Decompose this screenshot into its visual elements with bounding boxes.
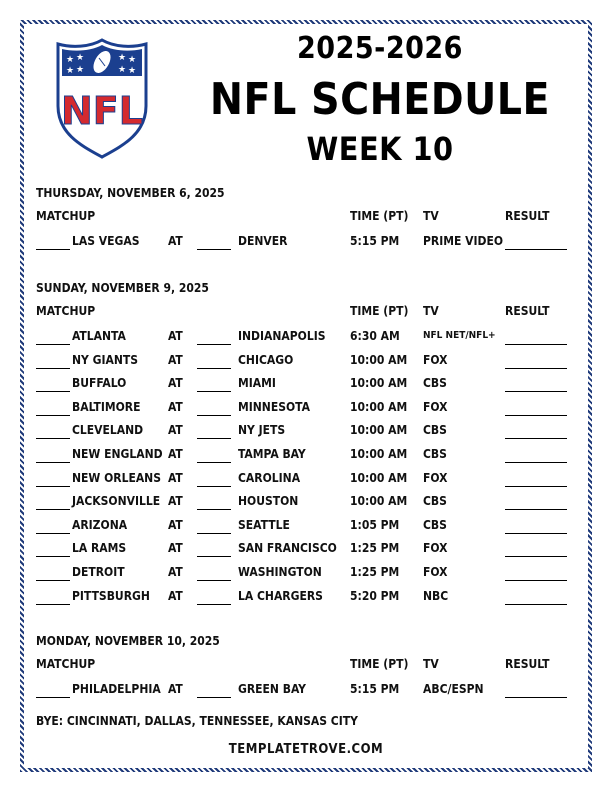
away-team: CLEVELAND — [72, 423, 144, 438]
home-score-line — [197, 249, 231, 250]
at-label: AT — [168, 541, 183, 556]
result-line — [505, 368, 567, 369]
game-time: 1:05 PM — [350, 517, 400, 532]
away-team: DETROIT — [72, 565, 125, 579]
at-label: AT — [168, 517, 183, 532]
game-row — [0, 423, 612, 447]
game-row — [0, 565, 612, 589]
result-line — [505, 391, 567, 392]
tv-network: NBC — [423, 588, 449, 603]
away-team: BUFFALO — [72, 376, 127, 391]
at-label: AT — [168, 565, 183, 579]
home-team: INDIANAPOLIS — [238, 329, 326, 343]
game-row — [0, 234, 612, 258]
home-team: DENVER — [238, 234, 288, 248]
away-score-line — [36, 415, 70, 416]
home-score-line — [197, 580, 231, 581]
at-label: AT — [168, 682, 183, 696]
away-team: BALTIMORE — [72, 399, 141, 414]
game-time: 5:15 PM — [350, 682, 400, 696]
tv-network: PRIME VIDEO — [423, 234, 504, 248]
svg-text:★: ★ — [128, 66, 137, 76]
home-team: SEATTLE — [238, 517, 290, 532]
home-team: TAMPA BAY — [238, 447, 306, 461]
game-row — [0, 541, 612, 565]
away-score-line — [36, 391, 70, 392]
home-score-line — [197, 556, 231, 557]
tv-network: CBS — [423, 517, 447, 532]
tv-network: FOX — [423, 565, 448, 579]
tv-header: TV — [423, 304, 439, 318]
home-score-line — [197, 415, 231, 416]
home-score-line — [197, 533, 231, 534]
game-row — [0, 518, 612, 542]
away-score-line — [36, 438, 70, 439]
result-line — [505, 462, 567, 463]
at-label: AT — [168, 352, 183, 367]
season-title: 2025-2026 — [297, 31, 463, 66]
game-row — [0, 329, 612, 353]
svg-text:★: ★ — [128, 55, 137, 65]
home-team: HOUSTON — [238, 494, 299, 509]
matchup-header: MATCHUP — [36, 304, 96, 318]
away-score-line — [36, 344, 70, 345]
away-team: NY GIANTS — [72, 352, 139, 367]
result-line — [505, 249, 567, 250]
game-row — [0, 376, 612, 400]
tv-network: FOX — [423, 541, 448, 556]
home-score-line — [197, 697, 231, 698]
home-team: LA CHARGERS — [238, 588, 323, 603]
tv-network: ABC/ESPN — [423, 682, 484, 696]
result-line — [505, 486, 567, 487]
svg-text:★: ★ — [118, 65, 127, 75]
at-label: AT — [168, 423, 183, 438]
svg-text:★: ★ — [66, 66, 75, 76]
bye-teams: BYE: CINCINNATI, DALLAS, TENNESSEE, KANSAS CITY — [36, 714, 358, 728]
result-header: RESULT — [505, 304, 550, 318]
away-team: LAS VEGAS — [72, 234, 140, 248]
time-header: TIME (PT) — [350, 304, 409, 318]
at-label: AT — [168, 588, 183, 603]
result-line — [505, 580, 567, 581]
home-team: NY JETS — [238, 423, 286, 438]
home-score-line — [197, 462, 231, 463]
tv-network: NFL NET/NFL+ — [423, 330, 496, 341]
game-time: 10:00 AM — [350, 352, 408, 367]
home-team: SAN FRANCISCO — [238, 541, 337, 556]
home-team: MIAMI — [238, 376, 276, 391]
tv-network: FOX — [423, 352, 448, 367]
away-team: PHILADELPHIA — [72, 682, 161, 696]
away-score-line — [36, 604, 70, 605]
tv-network: CBS — [423, 447, 447, 461]
home-score-line — [197, 509, 231, 510]
result-line — [505, 509, 567, 510]
logo-text: NFL — [61, 89, 143, 133]
svg-text:★: ★ — [66, 55, 75, 65]
home-score-line — [197, 486, 231, 487]
game-row — [0, 682, 612, 706]
away-team: ARIZONA — [72, 517, 128, 532]
website-url: TEMPLATETROVE.COM — [228, 742, 384, 757]
svg-text:★: ★ — [76, 53, 85, 63]
away-team: PITTSBURGH — [72, 588, 150, 603]
home-score-line — [197, 344, 231, 345]
nfl-shield-logo — [52, 36, 152, 161]
away-team: ATLANTA — [72, 329, 126, 343]
tv-header: TV — [423, 657, 439, 671]
tv-network: FOX — [423, 470, 448, 485]
away-score-line — [36, 486, 70, 487]
home-team: MINNESOTA — [238, 399, 310, 414]
game-row — [0, 494, 612, 518]
away-score-line — [36, 580, 70, 581]
matchup-header: MATCHUP — [36, 657, 96, 671]
game-time: 10:00 AM — [350, 470, 408, 485]
home-team: CHICAGO — [238, 352, 294, 367]
away-score-line — [36, 509, 70, 510]
result-line — [505, 533, 567, 534]
game-time: 5:15 PM — [350, 234, 400, 248]
game-time: 10:00 AM — [350, 399, 408, 414]
away-team: NEW ORLEANS — [72, 470, 161, 485]
at-label: AT — [168, 470, 183, 485]
at-label: AT — [168, 234, 183, 248]
tv-network: CBS — [423, 423, 447, 438]
away-score-line — [36, 249, 70, 250]
at-label: AT — [168, 329, 183, 343]
result-line — [505, 344, 567, 345]
time-header: TIME (PT) — [350, 657, 409, 671]
result-header: RESULT — [505, 209, 550, 223]
home-score-line — [197, 604, 231, 605]
home-team: WASHINGTON — [238, 565, 322, 579]
home-score-line — [197, 368, 231, 369]
game-time: 10:00 AM — [350, 494, 408, 509]
away-team: NEW ENGLAND — [72, 447, 163, 461]
tv-network: FOX — [423, 399, 448, 414]
result-line — [505, 604, 567, 605]
svg-text:★: ★ — [76, 65, 85, 75]
away-team: LA RAMS — [72, 541, 127, 556]
game-time: 10:00 AM — [350, 423, 408, 438]
game-row — [0, 471, 612, 495]
game-row — [0, 447, 612, 471]
at-label: AT — [168, 447, 183, 461]
away-team: JACKSONVILLE — [72, 494, 161, 509]
result-line — [505, 697, 567, 698]
section-date: SUNDAY, NOVEMBER 9, 2025 — [36, 281, 209, 295]
game-time: 5:20 PM — [350, 588, 400, 603]
page-title: NFL SCHEDULE — [209, 74, 551, 125]
away-score-line — [36, 462, 70, 463]
at-label: AT — [168, 494, 183, 509]
result-line — [505, 415, 567, 416]
at-label: AT — [168, 376, 183, 391]
game-row — [0, 353, 612, 377]
matchup-header: MATCHUP — [36, 209, 96, 223]
away-score-line — [36, 697, 70, 698]
away-score-line — [36, 556, 70, 557]
game-row — [0, 400, 612, 424]
at-label: AT — [168, 399, 183, 414]
result-header: RESULT — [505, 657, 550, 671]
game-time: 10:00 AM — [350, 447, 408, 461]
game-time: 1:25 PM — [350, 565, 400, 579]
game-time: 10:00 AM — [350, 376, 408, 391]
week-title: WEEK 10 — [306, 130, 454, 168]
tv-network: CBS — [423, 494, 447, 509]
section-date: THURSDAY, NOVEMBER 6, 2025 — [36, 186, 225, 200]
away-score-line — [36, 368, 70, 369]
time-header: TIME (PT) — [350, 209, 409, 223]
away-score-line — [36, 533, 70, 534]
home-score-line — [197, 438, 231, 439]
game-time: 1:25 PM — [350, 541, 400, 556]
game-row — [0, 589, 612, 613]
home-score-line — [197, 391, 231, 392]
home-team: GREEN BAY — [238, 682, 306, 696]
result-line — [505, 556, 567, 557]
home-team: CAROLINA — [238, 470, 301, 485]
svg-text:★: ★ — [118, 53, 127, 63]
result-line — [505, 438, 567, 439]
tv-header: TV — [423, 209, 439, 223]
section-date: MONDAY, NOVEMBER 10, 2025 — [36, 634, 220, 648]
game-time: 6:30 AM — [350, 329, 400, 343]
tv-network: CBS — [423, 376, 447, 391]
